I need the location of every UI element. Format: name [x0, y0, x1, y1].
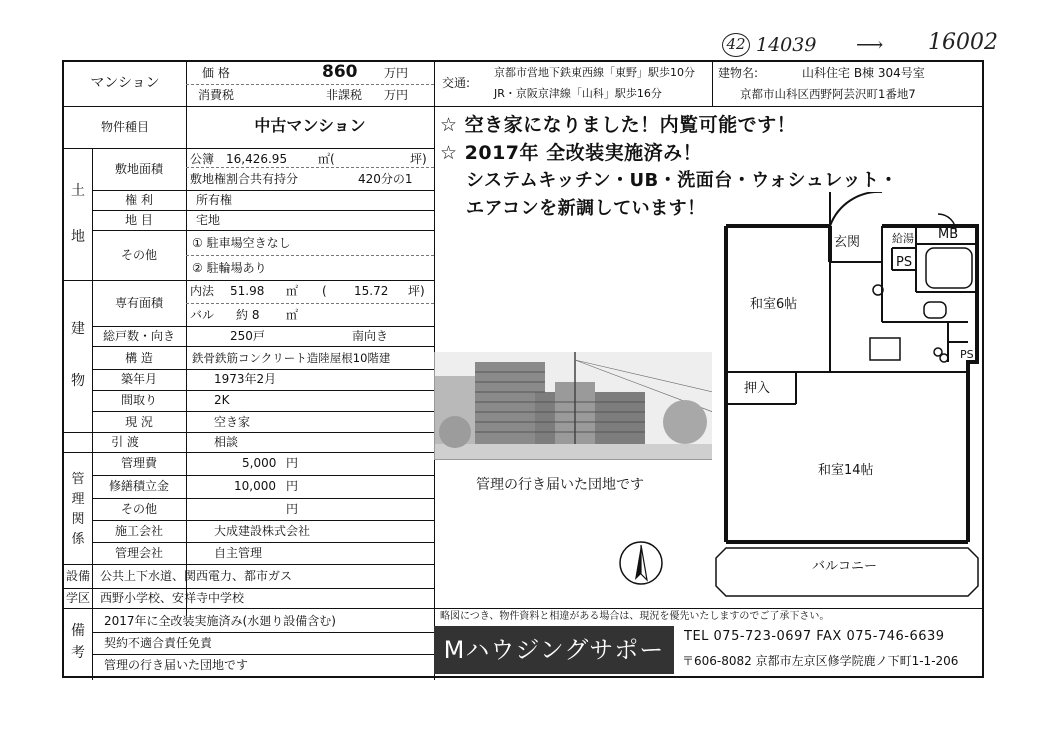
site-area-label: 敷地面積	[114, 162, 163, 176]
floor-paren: (	[322, 284, 327, 298]
repair-label: 修繕積立金	[108, 479, 169, 493]
units-value: 250戸	[230, 329, 265, 343]
layout-value: 2K	[214, 393, 230, 407]
mgmt-vertical-label-3: 関	[71, 512, 85, 527]
mgmt-fee-value: 5,000	[242, 456, 277, 470]
floorplan-closet: 押入	[744, 381, 771, 396]
built-value: 1973年2月	[214, 372, 277, 386]
mgmt-other-label: その他	[120, 502, 157, 516]
facing-value: 南向き	[352, 329, 389, 343]
repair-unit: 円	[286, 479, 299, 493]
balcony-unit: ㎡	[286, 308, 299, 322]
site-area-tsubo: 坪)	[410, 152, 427, 166]
rights-value: 所有権	[196, 193, 233, 207]
traffic-label: 交通:	[442, 76, 471, 90]
repair-value: 10,000	[234, 479, 276, 493]
building-photo-illustration	[435, 352, 712, 460]
balcony-value: 約 8	[236, 308, 260, 322]
site-area-unit: ㎡(	[318, 152, 335, 166]
layout-label: 間取り	[120, 393, 157, 407]
floorplan-room-2: 和室14帖	[818, 463, 874, 478]
floor-area-label: 専有面積	[114, 296, 163, 310]
school-value: 西野小学校、安祥寺中学校	[100, 591, 245, 605]
company-name-banner: Mハウジングサポート	[434, 626, 674, 674]
other-item-2: ② 駐輪場あり	[192, 261, 267, 275]
tax-unit: 万円	[384, 88, 409, 102]
site-share-label: 敷地権割合共有持分	[190, 172, 299, 186]
school-label: 学区	[66, 591, 91, 605]
price-label: 価 格	[202, 66, 230, 80]
floorplan-ps-1: PS	[896, 255, 913, 270]
floorplan-balcony: バルコニー	[812, 559, 878, 574]
land-vertical-label-2: 地	[71, 229, 85, 245]
mgmt-company-label: 管理会社	[114, 546, 163, 560]
headline-3: システムキッチン・UB・洗面台・ウォシュレット・	[466, 170, 899, 191]
north-compass-icon	[618, 540, 664, 586]
builder-value: 大成建設株式会社	[214, 524, 311, 538]
floorplan-ps-2: PS	[960, 348, 974, 361]
price-value: 860	[322, 62, 358, 82]
handover-value: 相談	[214, 435, 239, 449]
category-value: 中古マンション	[254, 116, 366, 135]
handwritten-code-a: 14039	[756, 34, 817, 56]
building-name: 山科住宅 B棟 304号室	[802, 66, 925, 80]
rights-label: 権 利	[125, 193, 153, 207]
property-type-label: マンション	[90, 75, 160, 91]
mgmt-fee-label: 管理費	[120, 456, 157, 470]
land-vertical-label-1: 土	[71, 183, 85, 199]
handwritten-arrow-icon: ⟶	[856, 34, 884, 56]
floor-inner-value: 51.98	[230, 284, 265, 298]
note-item-3: 管理の行き届いた団地です	[104, 658, 249, 672]
notes-vertical-label-1: 備	[71, 623, 85, 639]
equipment-value: 公共上下水道、関西電力、都市ガス	[100, 569, 293, 583]
mgmt-fee-unit: 円	[286, 456, 299, 470]
site-share-value: 420分の1	[358, 172, 413, 186]
headline-2: ☆ 2017年 全改装実施済み！	[440, 142, 703, 164]
traffic-line-1: 京都市営地下鉄東西線「東野」駅歩10分	[494, 66, 695, 79]
builder-label: 施工会社	[114, 524, 163, 538]
units-label: 総戸数・向き	[102, 329, 175, 343]
floorplan-room-1: 和室6帖	[750, 297, 798, 312]
mgmt-other-unit: 円	[286, 502, 299, 516]
building-photo	[434, 352, 712, 460]
site-area-value: 16,426.95	[226, 152, 288, 166]
mgmt-vertical-label-1: 管	[71, 472, 85, 487]
price-unit: 万円	[384, 66, 409, 80]
floor-inner-prefix: 内法	[190, 284, 215, 298]
other-label: その他	[120, 248, 157, 262]
tax-value: 非課税	[326, 88, 363, 102]
site-area-prefix: 公簿	[190, 152, 215, 166]
landuse-value: 宅地	[196, 213, 221, 227]
balcony-prefix: バル	[190, 308, 215, 322]
headline-4: エアコンを新調しています！	[466, 198, 706, 219]
traffic-line-2: JR・京阪京津線「山科」駅歩16分	[494, 87, 662, 100]
category-label: 物件種目	[100, 120, 149, 134]
floor-plan	[712, 192, 984, 606]
building-vertical-label-2: 物	[71, 373, 85, 389]
note-item-2: 契約不適合責任免責	[104, 636, 213, 650]
photo-caption: 管理の行き届いた団地です	[476, 477, 644, 493]
floorplan-water-heater: 給湯	[892, 232, 914, 245]
status-label: 現 況	[125, 415, 153, 429]
notes-vertical-label-2: 考	[71, 645, 85, 661]
structure-label: 構 造	[125, 351, 153, 365]
mgmt-company-value: 自主管理	[214, 546, 263, 560]
floor-inner-unit: ㎡	[286, 284, 299, 298]
handwritten-circled-code: 42	[722, 33, 750, 57]
company-tel-fax: TEL 075-723-0697 FAX 075-746-6639	[684, 629, 945, 644]
mgmt-vertical-label-2: 理	[71, 492, 85, 507]
floor-tsubo-value: 15.72	[354, 284, 389, 298]
floor-tsubo-unit: 坪)	[408, 284, 425, 298]
company-address: 〒606-8082 京都市左京区修学院鹿ノ下町1-1-206	[682, 654, 959, 668]
floorplan-mb: MB	[938, 227, 959, 242]
handwritten-code-b: 16002	[928, 30, 998, 55]
other-item-1: ① 駐車場空きなし	[192, 236, 291, 250]
landuse-label: 地 目	[125, 213, 153, 227]
status-value: 空き家	[214, 415, 251, 429]
building-label: 建物名:	[718, 66, 759, 80]
headline-1: ☆ 空き家になりました！内覧可能です！	[440, 114, 797, 136]
handover-label: 引 渡	[111, 435, 139, 449]
floorplan-entrance: 玄関	[834, 235, 861, 250]
built-label: 築年月	[120, 372, 157, 386]
building-vertical-label-1: 建	[71, 321, 85, 337]
equipment-label: 設備	[66, 569, 91, 583]
disclaimer-text: 略図につき、物件資料と相違がある場合は、現況を優先いたしますのでご了承下さい。	[440, 611, 830, 622]
structure-value: 鉄骨鉄筋コンクリート造陸屋根10階建	[192, 351, 391, 365]
tax-label: 消費税	[198, 88, 235, 102]
note-item-1: 2017年に全改装実施済み(水廻り設備含む)	[104, 614, 336, 628]
building-address: 京都市山科区西野阿芸沢町1番地7	[740, 87, 916, 101]
mgmt-vertical-label-4: 係	[71, 532, 85, 547]
